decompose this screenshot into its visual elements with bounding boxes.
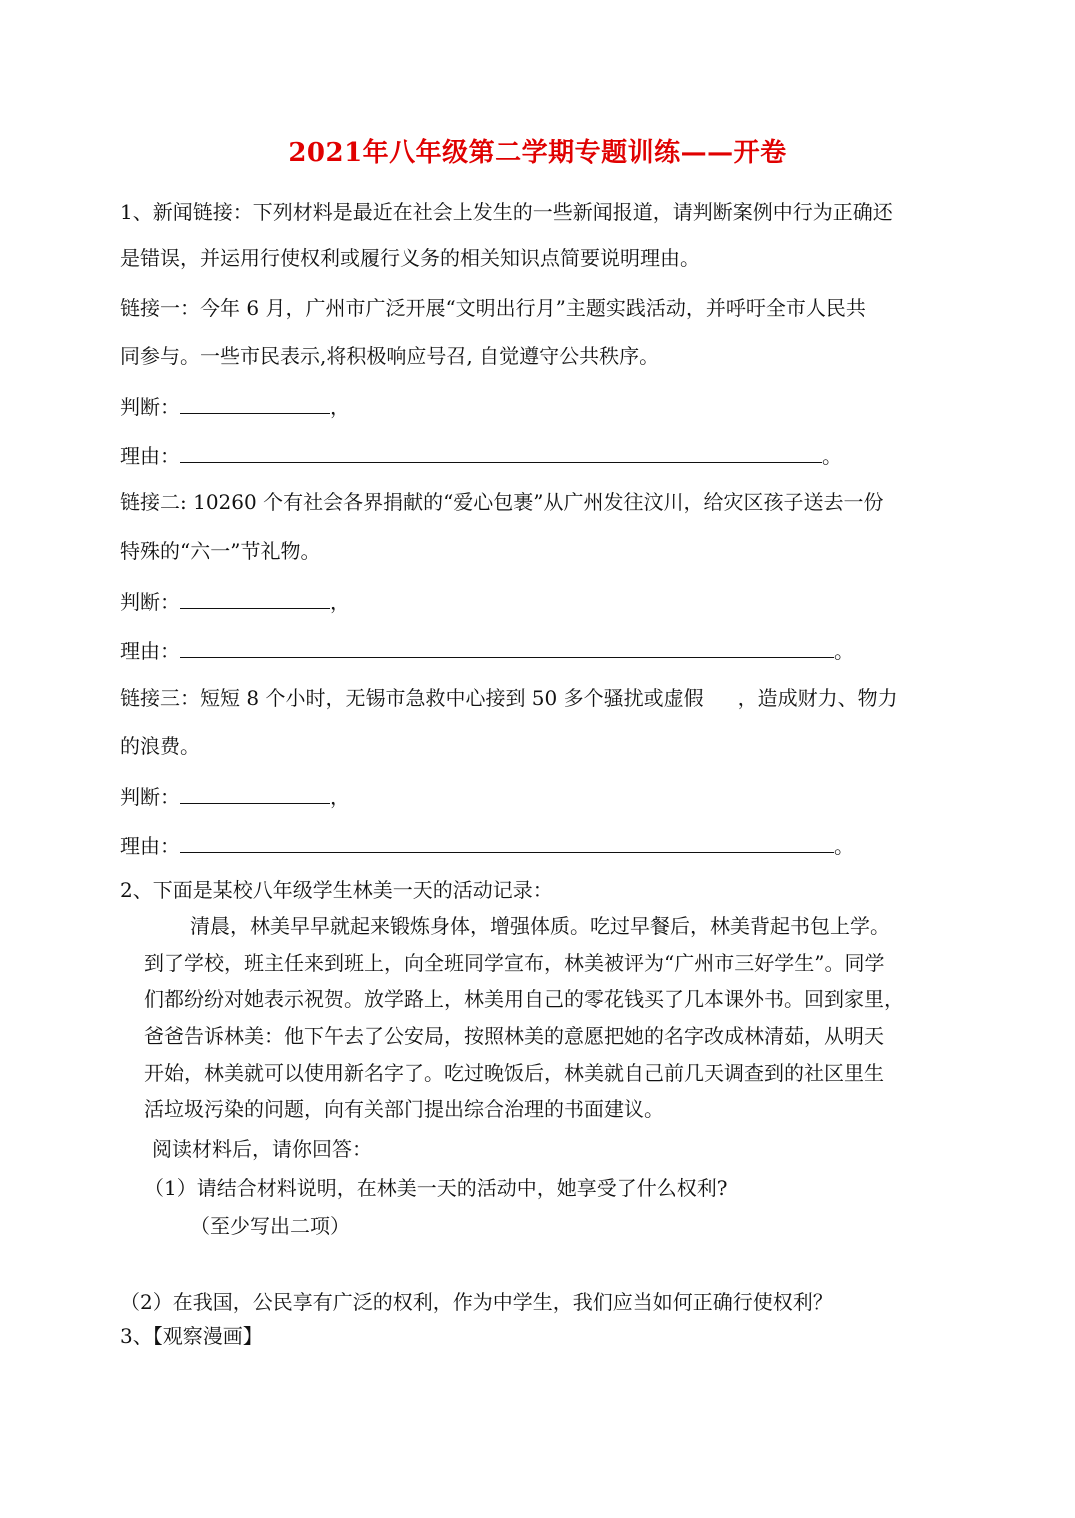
reason-label: 理由： <box>120 834 180 858</box>
judge-label: 判断： <box>120 785 180 809</box>
judge-row-2 <box>120 586 350 616</box>
reason-blank-3[interactable] <box>180 830 834 853</box>
judge-row-1 <box>120 391 350 421</box>
reason-blank-2[interactable] <box>180 635 834 658</box>
q2-para-line3: 们都纷纷对她表示祝贺。放学路上，林美用自己的零花钱买了几本课外书。回到家里， <box>144 987 904 1011</box>
reason-suffix: 。 <box>822 444 842 468</box>
q2-para-line5: 开始，林美就可以使用新名字了。吃过晚饭后，林美就自己前几天调查到的社区里生 <box>144 1061 884 1085</box>
reason-label: 理由： <box>120 639 180 663</box>
q2-para-line2: 到了学校，班主任来到班上，向全班同学宣布，林美被评为“广州市三好学生”。同学 <box>144 951 885 975</box>
reason-suffix: 。 <box>834 639 854 663</box>
q2-para-line1: 清晨，林美早早就起来锻炼身体，增强体质。吃过早餐后，林美背起书包上学。 <box>190 914 890 938</box>
reason-row-3 <box>120 830 854 860</box>
q2-para-line6: 活垃圾污染的问题，向有关部门提出综合治理的书面建议。 <box>144 1097 664 1121</box>
q2-intro: 2、下面是某校八年级学生林美一天的活动记录： <box>120 878 553 902</box>
judge-blank-3[interactable] <box>180 781 330 804</box>
q2-sub1: （1）请结合材料说明，在林美一天的活动中，她享受了什么权利? <box>144 1176 728 1200</box>
link1-line2: 同参与。一些市民表示,将积极响应号召, 自觉遵守公共秩序。 <box>120 344 660 368</box>
link3-line1-part2: ，造成财力、物力 <box>737 686 898 710</box>
reason-blank-1[interactable] <box>180 440 822 463</box>
reason-row-2 <box>120 635 854 665</box>
judge-suffix: ， <box>330 590 350 614</box>
judge-label: 判断： <box>120 590 180 614</box>
link1-line1: 链接一：今年 6 月，广州市广泛开展“文明出行月”主题实践活动，并呼吁全市人民共 <box>120 296 866 320</box>
q2-sub1-note: （至少写出二项） <box>190 1214 350 1238</box>
q1-intro-line1: 1、新闻链接：下列材料是最近在社会上发生的一些新闻报道，请判断案例中行为正确还 <box>120 200 893 224</box>
q3-intro: 3、【观察漫画】 <box>120 1324 263 1348</box>
judge-row-3 <box>120 781 350 811</box>
reason-row-1 <box>120 440 842 470</box>
judge-label: 判断： <box>120 395 180 419</box>
judge-suffix: ， <box>330 785 350 809</box>
q1-intro-line2: 是错误，并运用行使权利或履行义务的相关知识点简要说明理由。 <box>120 246 700 270</box>
judge-suffix: ， <box>330 395 350 419</box>
link3-line2: 的浪费。 <box>120 734 200 758</box>
q2-read-prompt: 阅读材料后，请你回答： <box>152 1137 372 1161</box>
reason-label: 理由： <box>120 444 180 468</box>
link2-line2: 特殊的“六一”节礼物。 <box>120 539 321 563</box>
judge-blank-2[interactable] <box>180 586 330 609</box>
page-title: 2021年八年级第二学期专题训练——开卷 <box>288 138 787 168</box>
link3-line1-part1: 链接三：短短 8 个小时，无锡市急救中心接到 50 多个骚扰或虚假 <box>120 686 704 710</box>
q2-para-line4: 爸爸告诉林美：他下午去了公安局，按照林美的意愿把她的名字改成林清茹，从明天 <box>144 1024 884 1048</box>
q2-sub2: （2）在我国，公民享有广泛的权利，作为中学生，我们应当如何正确行使权利？ <box>120 1290 833 1314</box>
judge-blank-1[interactable] <box>180 391 330 414</box>
link3-line1 <box>120 684 898 712</box>
reason-suffix: 。 <box>834 834 854 858</box>
link2-line1: 链接二: 10260 个有社会各界捐献的“爱心包裹”从广州发往汶川，给灾区孩子送去一份 <box>120 490 884 514</box>
